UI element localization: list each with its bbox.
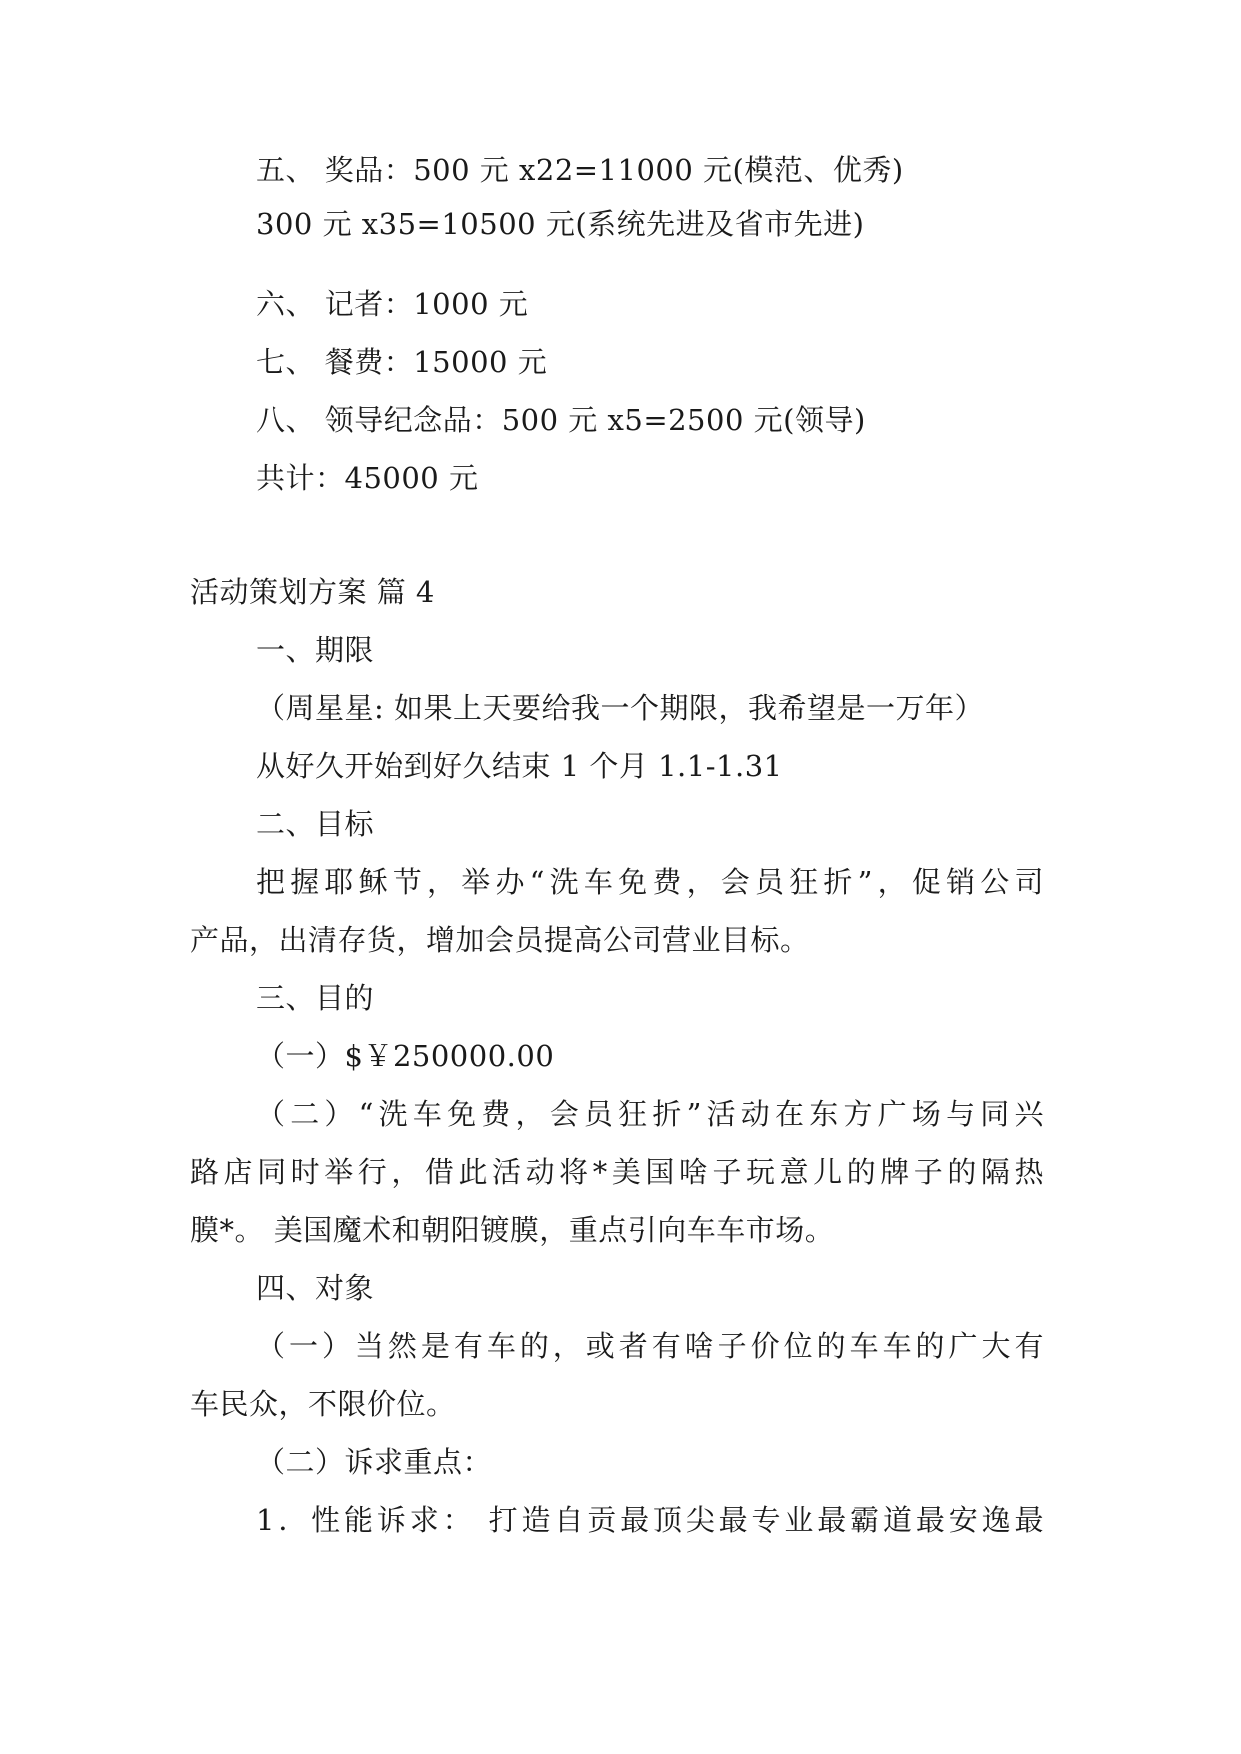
text-line: （一）当然是有车的，或者有啥子价位的车车的广大有 <box>256 1329 1044 1363</box>
text-line: 从好久开始到好久结束 1 个月 1.1-1.31 <box>256 749 783 783</box>
text-line: 路店同时举行，借此活动将*美国啥子玩意儿的牌子的隔热 <box>190 1155 1044 1189</box>
text-line: 共计：45000 元 <box>256 461 479 495</box>
text-line: （一）$￥250000.00 <box>256 1039 555 1073</box>
text-line: 四、对象 <box>256 1271 375 1305</box>
text-line: 三、目的 <box>256 981 375 1015</box>
text-line: 膜*。 美国魔术和朝阳镀膜，重点引向车车市场。 <box>190 1213 835 1247</box>
text-line: 五、 奖品：500 元 x22=11000 元(模范、优秀) <box>256 153 904 187</box>
section-heading: 活动策划方案 篇 4 <box>190 575 435 609</box>
text-line: （二）诉求重点： <box>256 1445 493 1479</box>
text-line: 一、期限 <box>256 633 375 667</box>
text-line: 产品，出清存货，增加会员提高公司营业目标。 <box>190 923 810 957</box>
text-line: 八、 领导纪念品：500 元 x5=2500 元(领导) <box>256 403 866 437</box>
text-line: 把握耶稣节，举办“洗车免费，会员狂折”，促销公司 <box>256 865 1044 899</box>
text-line: 六、 记者：1000 元 <box>256 287 529 321</box>
text-line: 车民众，不限价位。 <box>190 1387 456 1421</box>
text-line: （二）“洗车免费，会员狂折”活动在东方广场与同兴 <box>256 1097 1044 1131</box>
text-line: 二、目标 <box>256 807 375 841</box>
text-line: （周星星: 如果上天要给我一个期限，我希望是一万年） <box>256 691 984 725</box>
text-line: 300 元 x35=10500 元(系统先进及省市先进) <box>256 207 865 241</box>
text-line: 1．性能诉求： 打造自贡最顶尖最专业最霸道最安逸最 <box>256 1503 1044 1537</box>
text-line: 七、 餐费：15000 元 <box>256 345 548 379</box>
